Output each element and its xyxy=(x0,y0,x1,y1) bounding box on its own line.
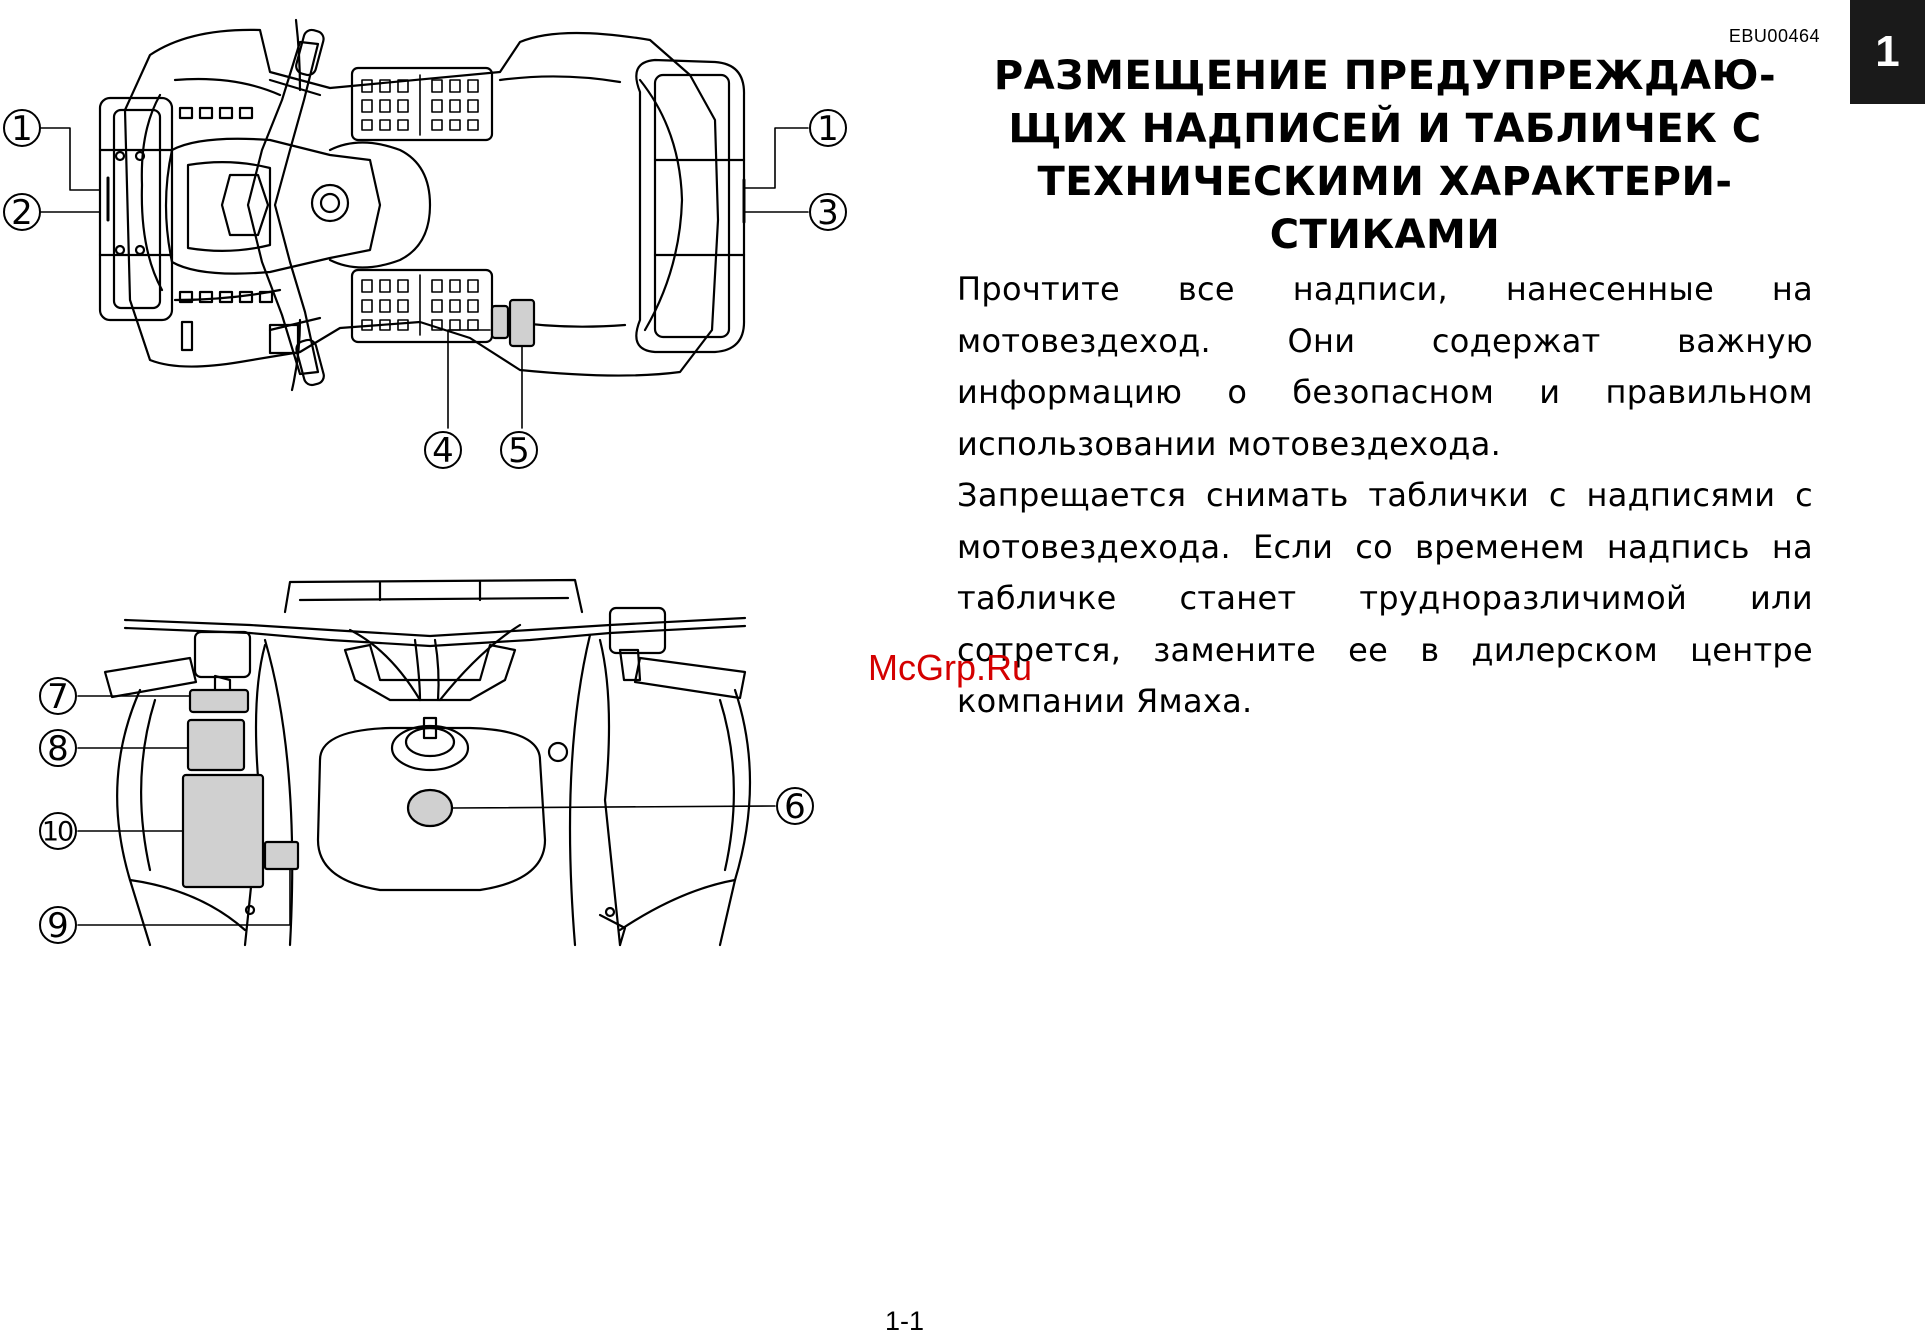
svg-text:10: 10 xyxy=(41,816,73,848)
callout-4 xyxy=(425,431,461,471)
callout-6 xyxy=(777,787,813,827)
section-tab: 1 xyxy=(1850,0,1925,104)
callout-7 xyxy=(40,677,76,717)
paragraph-do-not-remove: Запрещается снимать таблички с надписями с мотовездехода. Если со временем надпись на табличке станет трудноразличимой или сотрется, замените ее в дилерском центре компании Ямаха. xyxy=(957,476,1813,720)
callout-5 xyxy=(501,431,537,471)
callout-1-right xyxy=(810,109,846,149)
callout-8 xyxy=(40,729,76,769)
atv-front-view xyxy=(105,580,750,945)
document-code: EBU00464 xyxy=(1728,26,1820,46)
svg-text:1: 1 xyxy=(817,109,839,149)
paragraph-read-labels: Прочтите все надписи, нанесенные на мотовездеход. Они содержат важную информацию о безопасном и правильном использовании мотовездехода. xyxy=(957,270,1813,463)
callout-3 xyxy=(810,193,846,233)
callout-2 xyxy=(4,193,40,233)
svg-text:2: 2 xyxy=(11,193,33,233)
svg-text:3: 3 xyxy=(817,193,839,233)
page-number: 1-1 xyxy=(885,1306,925,1336)
svg-text:9: 9 xyxy=(47,906,69,946)
callout-9 xyxy=(40,906,76,946)
callout-1-left xyxy=(4,109,40,149)
atv-top-view xyxy=(100,20,744,390)
svg-text:6: 6 xyxy=(784,787,806,827)
svg-text:8: 8 xyxy=(47,729,69,769)
watermark: McGrp.Ru xyxy=(868,647,1033,688)
page-title: РАЗМЕЩЕНИЕ ПРЕДУПРЕЖДАЮ- ЩИХ НАДПИСЕЙ И ТАБЛИЧЕК С ТЕХНИЧЕСКИМИ ХАРАКТЕРИ- СТИКАМИ xyxy=(993,53,1777,258)
svg-text:1: 1 xyxy=(11,109,33,149)
svg-text:7: 7 xyxy=(47,677,69,717)
label-location-diagrams xyxy=(0,0,940,960)
svg-text:4: 4 xyxy=(432,431,454,471)
body-text xyxy=(957,264,1813,728)
svg-text:5: 5 xyxy=(508,431,530,471)
callout-10 xyxy=(40,813,76,849)
